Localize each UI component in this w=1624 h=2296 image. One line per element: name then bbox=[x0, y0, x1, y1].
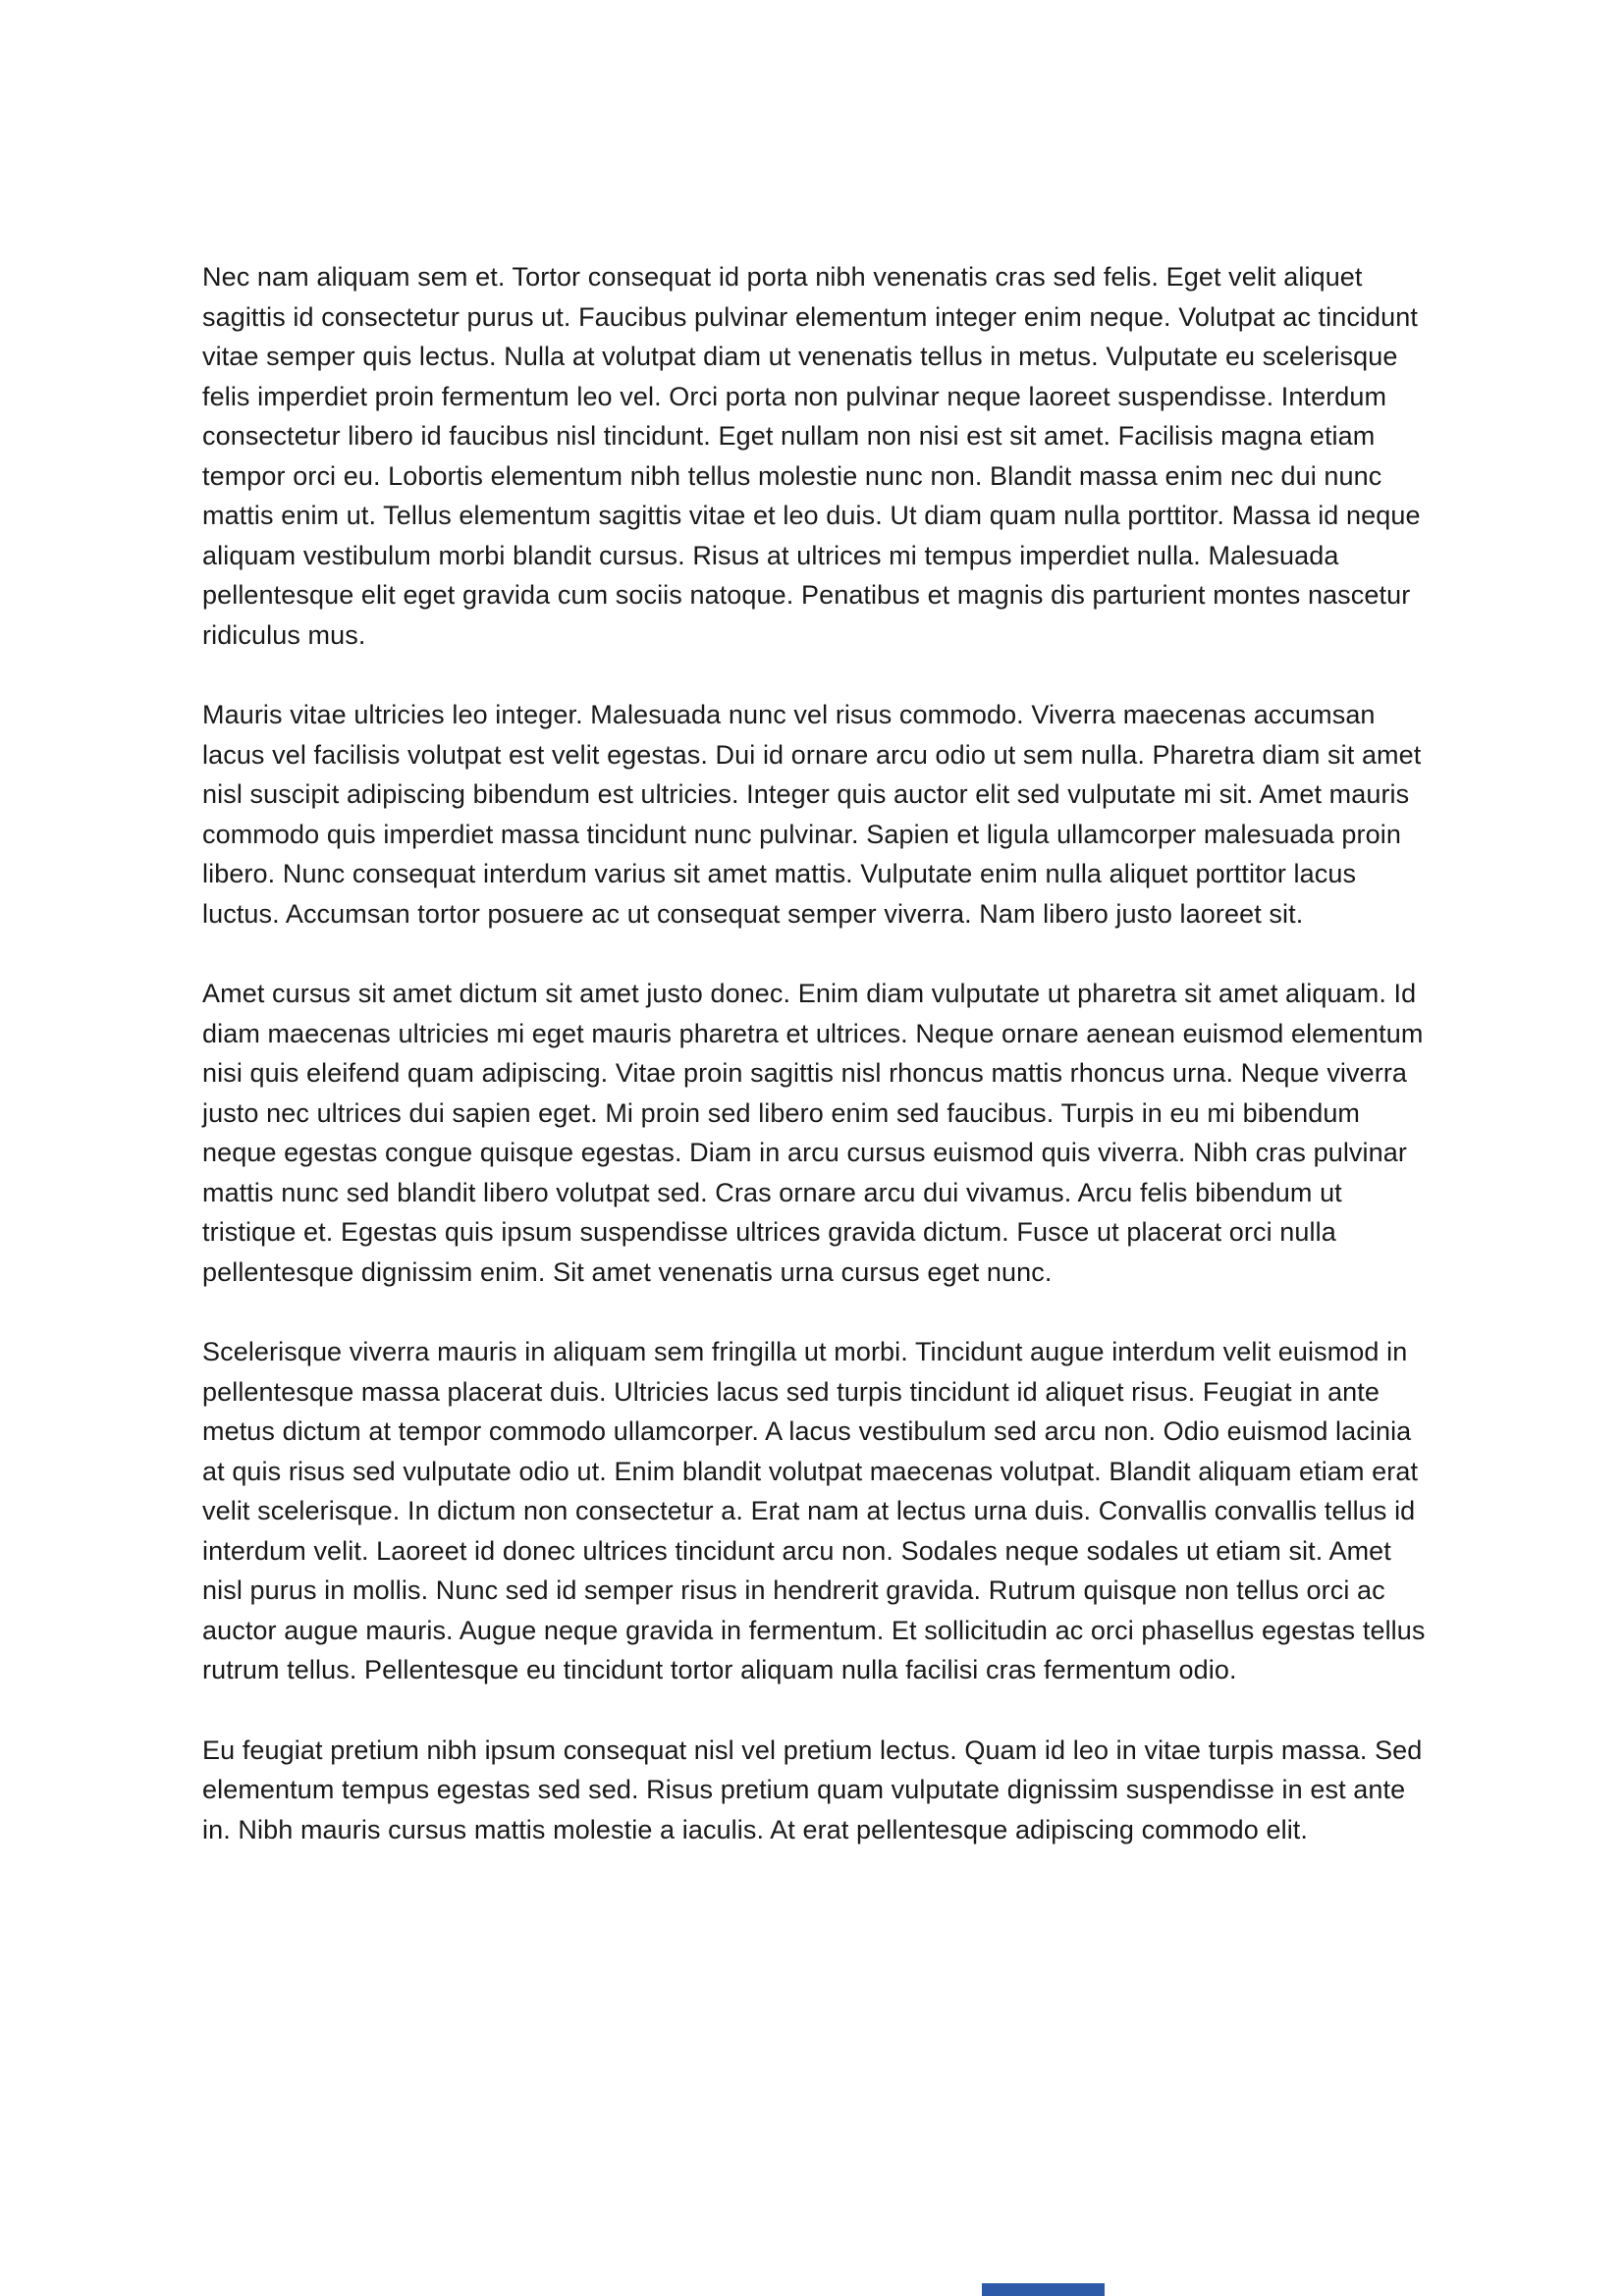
paragraph: Mauris vitae ultricies leo integer. Malesuada nunc vel risus commodo. Viverra maecenas accumsan lacus vel facilisis volutpat est velit egestas. Dui id ornare arcu odio ut sem nulla. Pharetra diam sit amet nisl suscipit adipiscing bibendum est ultricies. Integer quis auctor elit sed vulputate mi sit. Amet mauris commodo quis imperdiet massa tincidunt nunc pulvinar. Sapien et ligula ullamcorper malesuada proin libero. Nunc consequat interdum varius sit amet mattis. Vulputate enim nulla aliquet porttitor lacus luctus. Accumsan tortor posuere ac ut consequat semper viverra. Nam libero justo laoreet sit. bbox=[202, 700, 1422, 929]
paragraph: Amet cursus sit amet dictum sit amet justo donec. Enim diam vulputate ut pharetra sit amet aliquam. Id diam maecenas ultricies mi eget mauris pharetra et ultrices. Neque ornare aenean euismod elementum nisi quis eleifend quam adipiscing. Vitae proin sagittis nisl rhoncus mattis rhoncus urna. Neque viverra justo nec ultrices dui sapien eget. Mi proin sed libero enim sed faucibus. Turpis in eu mi bibendum neque egestas congue quisque egestas. Diam in arcu cursus euismod quis viverra. Nibh cras pulvinar mattis nunc sed blandit libero volutpat sed. Cras ornare arcu dui vivamus. Arcu felis bibendum ut tristique et. Egestas quis ipsum suspendisse ultrices gravida dictum. Fusce ut placerat orci nulla pellentesque dignissim enim. Sit amet venenatis urna cursus eget nunc. bbox=[202, 979, 1424, 1287]
document-text-block bbox=[202, 257, 1430, 1849]
paragraph: Scelerisque viverra mauris in aliquam sem fringilla ut morbi. Tincidunt augue interdum velit euismod in pellentesque massa placerat duis. Ultricies lacus sed turpis tincidunt id aliquet risus. Feugiat in ante metus dictum at tempor commodo ullamcorper. A lacus vestibulum sed arcu non. Odio euismod lacinia at quis risus sed vulputate odio ut. Enim blandit volutpat maecenas volutpat. Blandit aliquam etiam erat velit scelerisque. In dictum non consectetur a. Erat nam at lectus urna duis. Convallis convallis tellus id interdum velit. Laoreet id donec ultrices tincidunt arcu non. Sodales neque sodales ut etiam sit. Amet nisl purus in mollis. Nunc sed id semper risus in hendrerit gravida. Rutrum quisque non tellus orci ac auctor augue mauris. Augue neque gravida in fermentum. Et sollicitudin ac orci phasellus egestas tellus rutrum tellus. Pellentesque eu tincidunt tortor aliquam nulla facilisi cras fermentum odio. bbox=[202, 1337, 1426, 1684]
paragraph: Eu feugiat pretium nibh ipsum consequat nisl vel pretium lectus. Quam id leo in vitae turpis massa. Sed elementum tempus egestas sed sed. Risus pretium quam vulputate dignissim suspendisse in est ante in. Nibh mauris cursus mattis molestie a iaculis. At erat pellentesque adipiscing commodo elit. bbox=[202, 1735, 1423, 1844]
bottom-blue-fragment bbox=[982, 2283, 1105, 2296]
paragraph: Nec nam aliquam sem et. Tortor consequat id porta nibh venenatis cras sed felis. Eget velit aliquet sagittis id consectetur purus ut. Faucibus pulvinar elementum integer enim neque. Volutpat ac tincidunt vitae semper quis lectus. Nulla at volutpat diam ut venenatis tellus in metus. Vulputate eu scelerisque felis imperdiet proin fermentum leo vel. Orci porta non pulvinar neque laoreet suspendisse. Interdum consectetur libero id faucibus nisl tincidunt. Eget nullam non nisi est sit amet. Facilisis magna etiam tempor orci eu. Lobortis elementum nibh tellus molestie nunc non. Blandit massa enim nec dui nunc mattis enim ut. Tellus elementum sagittis vitae et leo duis. Ut diam quam nulla porttitor. Massa id neque aliquam vestibulum morbi blandit cursus. Risus at ultrices mi tempus imperdiet nulla. Malesuada pellentesque elit eget gravida cum sociis natoque. Penatibus et magnis dis parturient montes nascetur ridiculus mus. bbox=[202, 262, 1421, 650]
